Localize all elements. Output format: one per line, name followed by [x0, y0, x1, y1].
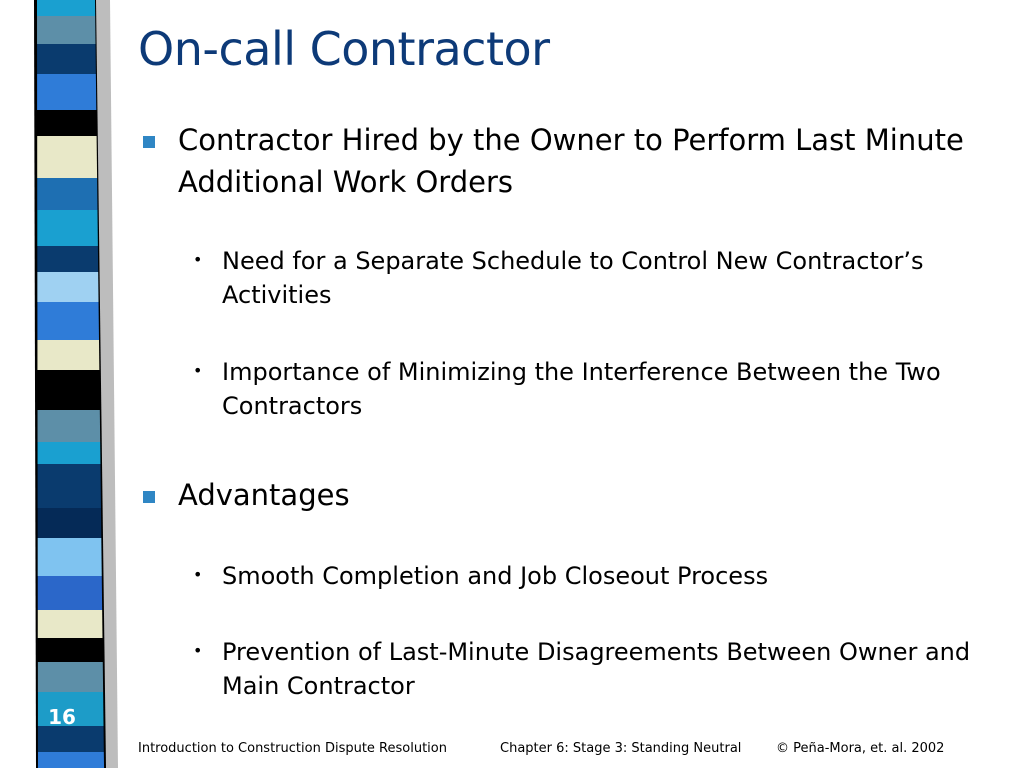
stripe-band [38, 410, 101, 442]
bullet-main-1: Contractor Hired by the Owner to Perform Last Minute Additional Work Orders [178, 123, 964, 199]
stripe-band [38, 464, 101, 508]
stripe-band [37, 340, 99, 370]
bullet-main-2: Advantages [178, 478, 350, 512]
stripe-band [37, 44, 96, 74]
stripe-band [38, 638, 103, 662]
stripe-band [38, 442, 101, 464]
stripe-band [37, 0, 95, 16]
slide-number: 16 [48, 705, 76, 729]
dot-bullet-icon: • [193, 361, 203, 380]
decorative-stripe [0, 0, 120, 768]
dot-bullet-icon: • [193, 641, 203, 660]
stripe-band [37, 272, 98, 302]
stripe-band [37, 246, 98, 272]
stripe-band [37, 370, 99, 410]
bullet-sub-2-1: Smooth Completion and Job Closeout Process [222, 562, 769, 590]
stripe-band [38, 538, 102, 576]
stripe-band [38, 726, 104, 752]
stripe-band [37, 16, 95, 44]
slide-title: On-call Contractor [138, 22, 550, 76]
stripe-band [37, 110, 96, 136]
stripe-band [37, 210, 98, 246]
dot-bullet-icon: • [193, 565, 203, 584]
stripe-band [38, 752, 104, 768]
footer-copyright: © Peña-Mora, et. al. 2002 [776, 741, 945, 756]
dot-bullet-icon: • [193, 250, 203, 269]
bullet-sub-1-1: Need for a Separate Schedule to Control New Contractor’s Activities [222, 247, 924, 309]
stripe-band [38, 576, 102, 610]
stripe-band [37, 302, 99, 340]
footer-chapter: Chapter 6: Stage 3: Standing Neutral [500, 741, 742, 756]
footer-course: Introduction to Construction Dispute Resolution [138, 741, 447, 756]
stripe-band [38, 662, 103, 692]
stripe-band [37, 178, 97, 210]
stripe-band [38, 508, 102, 538]
square-bullet-icon [143, 491, 155, 503]
bullet-sub-2-2: Prevention of Last-Minute Disagreements Between Owner and Main Contractor [222, 638, 971, 700]
bullet-sub-1-2: Importance of Minimizing the Interference Between the Two Contractors [222, 358, 941, 420]
stripe-band [38, 610, 103, 638]
square-bullet-icon [143, 136, 155, 148]
stripe-band [37, 74, 96, 110]
stripe-band [37, 136, 97, 178]
